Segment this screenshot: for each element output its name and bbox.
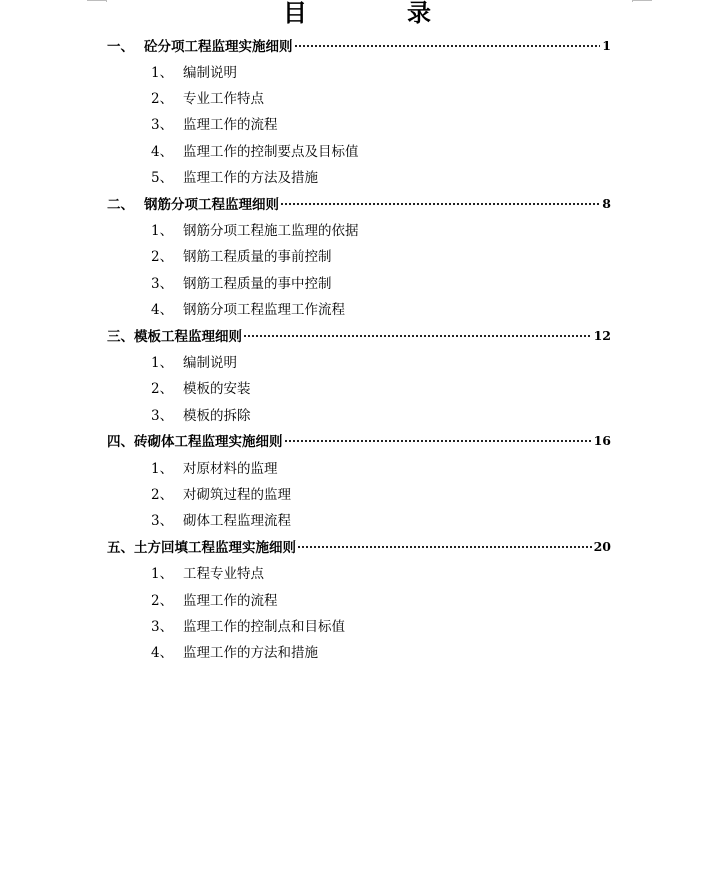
toc-item-text: 监理工作的流程 xyxy=(183,593,278,609)
toc-item-number: 3、 xyxy=(151,619,174,635)
toc-item-number: 2、 xyxy=(151,249,174,265)
toc-item-number: 1、 xyxy=(151,461,174,477)
toc-item-text: 钢筋分项工程施工监理的依据 xyxy=(183,223,359,239)
toc-item-number: 3、 xyxy=(151,513,174,529)
toc-item-2-3[interactable] xyxy=(151,273,332,291)
toc-leader-dots xyxy=(285,440,592,442)
toc-item-2-4[interactable] xyxy=(151,299,345,317)
page-title: 目 录 xyxy=(283,0,469,27)
toc-item-text: 专业工作特点 xyxy=(183,91,264,107)
toc-item-3-3[interactable] xyxy=(151,405,251,423)
toc-item-number: 1、 xyxy=(151,223,174,239)
toc-item-text: 编制说明 xyxy=(183,65,237,81)
toc-leader-dots xyxy=(244,335,592,337)
toc-item-1-3[interactable] xyxy=(151,114,278,132)
toc-section-5[interactable] xyxy=(107,537,611,555)
toc-section-title: 钢筋分项工程监理细则 xyxy=(144,197,279,213)
toc-item-text: 监理工作的流程 xyxy=(183,117,278,133)
toc-section-2[interactable] xyxy=(107,194,611,212)
toc-section-1[interactable] xyxy=(107,36,611,54)
toc-section-number: 四、 xyxy=(107,434,134,450)
toc-item-text: 砌体工程监理流程 xyxy=(183,513,291,529)
toc-leader-dots xyxy=(295,45,601,47)
toc-item-number: 3、 xyxy=(151,276,174,292)
toc-item-1-2[interactable] xyxy=(151,88,264,106)
toc-item-number: 2、 xyxy=(151,487,174,503)
toc-item-2-2[interactable] xyxy=(151,246,332,264)
toc-item-2-1[interactable] xyxy=(151,220,359,238)
toc-section-title: 砖砌体工程监理实施细则 xyxy=(134,434,283,450)
toc-item-4-3[interactable] xyxy=(151,510,291,528)
toc-item-text: 模板的拆除 xyxy=(183,408,251,424)
toc-item-text: 模板的安装 xyxy=(183,381,251,397)
toc-item-text: 工程专业特点 xyxy=(183,566,264,582)
toc-item-1-5[interactable] xyxy=(151,167,318,185)
toc-item-number: 4、 xyxy=(151,645,174,661)
toc-section-number: 二、 xyxy=(107,197,134,213)
toc-item-text: 对原材料的监理 xyxy=(183,461,278,477)
toc-page-number: 16 xyxy=(593,432,611,448)
toc-item-number: 4、 xyxy=(151,302,174,318)
toc-item-number: 2、 xyxy=(151,381,174,397)
toc-item-number: 2、 xyxy=(151,91,174,107)
toc-item-text: 对砌筑过程的监理 xyxy=(183,487,291,503)
toc-item-5-2[interactable] xyxy=(151,590,278,608)
toc-leader-dots xyxy=(298,546,592,548)
toc-item-4-1[interactable] xyxy=(151,458,278,476)
toc-item-text: 监理工作的方法及措施 xyxy=(183,170,318,186)
toc-item-number: 1、 xyxy=(151,355,174,371)
toc-item-5-1[interactable] xyxy=(151,563,264,581)
toc-item-number: 4、 xyxy=(151,144,174,160)
toc-item-1-1[interactable] xyxy=(151,62,237,80)
toc-section-number: 五、 xyxy=(107,540,134,556)
toc-item-text: 监理工作的控制要点及目标值 xyxy=(183,144,359,160)
toc-item-text: 钢筋分项工程监理工作流程 xyxy=(183,302,345,318)
toc-item-text: 钢筋工程质量的事中控制 xyxy=(183,276,332,292)
toc-page-number: 20 xyxy=(593,538,611,554)
toc-item-text: 钢筋工程质量的事前控制 xyxy=(183,249,332,265)
toc-page-number: 1 xyxy=(602,37,611,53)
toc-section-number: 一、 xyxy=(107,39,134,55)
toc-item-3-2[interactable] xyxy=(151,378,251,396)
toc-section-title: 土方回填工程监理实施细则 xyxy=(134,540,296,556)
toc-item-5-3[interactable] xyxy=(151,616,345,634)
toc-page-number: 8 xyxy=(602,195,611,211)
toc-item-4-2[interactable] xyxy=(151,484,291,502)
toc-section-title: 砼分项工程监理实施细则 xyxy=(144,39,293,55)
toc-item-3-1[interactable] xyxy=(151,352,237,370)
toc-leader-dots xyxy=(281,203,600,205)
toc-item-number: 3、 xyxy=(151,117,174,133)
toc-item-number: 1、 xyxy=(151,65,174,81)
toc-item-text: 监理工作的控制点和目标值 xyxy=(183,619,345,635)
toc-item-text: 编制说明 xyxy=(183,355,237,371)
toc-item-number: 2、 xyxy=(151,593,174,609)
toc-page-number: 12 xyxy=(593,327,611,343)
toc-section-4[interactable] xyxy=(107,431,611,449)
toc-item-number: 3、 xyxy=(151,408,174,424)
toc-section-title: 模板工程监理细则 xyxy=(134,329,242,345)
toc-item-number: 1、 xyxy=(151,566,174,582)
toc-section-number: 三、 xyxy=(107,329,134,345)
toc-item-text: 监理工作的方法和措施 xyxy=(183,645,318,661)
toc-section-3[interactable] xyxy=(107,326,611,344)
toc-item-5-4[interactable] xyxy=(151,642,318,660)
toc-item-1-4[interactable] xyxy=(151,141,359,159)
toc-item-number: 5、 xyxy=(151,170,174,186)
